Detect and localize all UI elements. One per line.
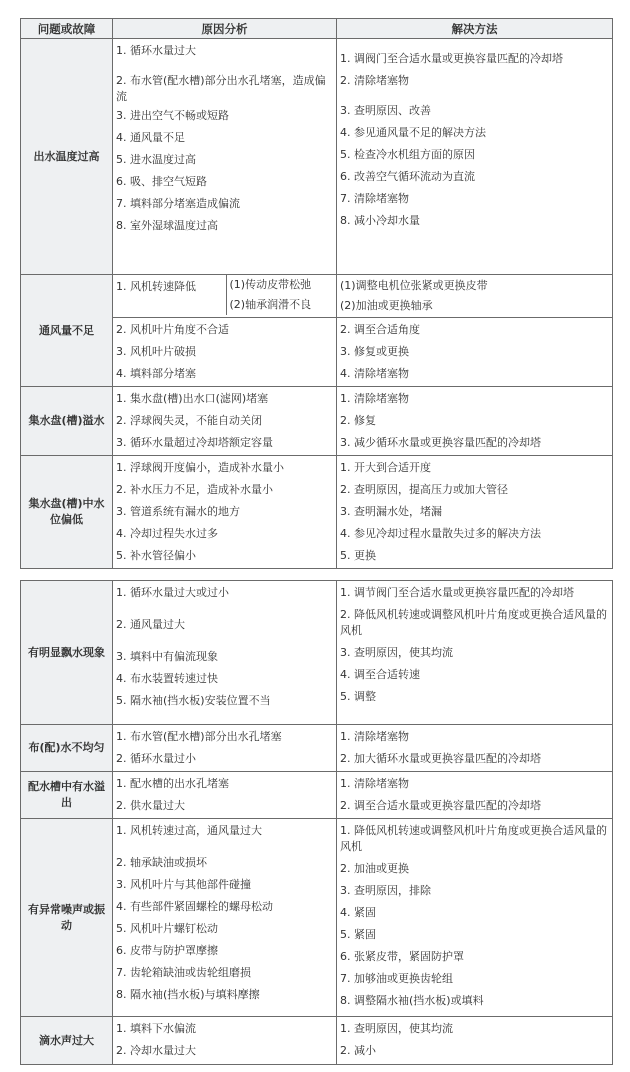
cause-item: 1. 风机转速过高，通风量过大 (116, 824, 262, 837)
cause-item: 2. 布水管(配水槽)部分出水孔堵塞，造成偏流 (116, 74, 326, 103)
table-row (21, 1017, 613, 1065)
cause-item: 5. 补水管径偏小 (116, 549, 196, 562)
cause-item: 1. 循环水量过大 (116, 44, 196, 57)
solution-cell (337, 1017, 613, 1065)
issue-cell: 出水温度过高 (21, 39, 113, 275)
solution-item: 3. 查明原因、改善 (340, 104, 431, 117)
solution-cell (337, 581, 613, 725)
table-row (21, 456, 613, 569)
cause-cell (113, 819, 337, 1017)
solution-item: 1. 清除堵塞物 (340, 392, 409, 405)
solution-item: 5. 紧固 (340, 928, 376, 941)
cause-item: 8. 室外湿球温度过高 (116, 219, 218, 232)
cause-item: 5. 风机叶片螺钉松动 (116, 922, 218, 935)
issue-cell: 布(配)水不均匀 (21, 725, 113, 772)
cause-cell (113, 275, 337, 318)
table-row (21, 275, 613, 318)
cause-item: 7. 填料部分堵塞造成偏流 (116, 197, 240, 210)
solution-cell (337, 275, 613, 318)
cause-item: 3. 管道系统有漏水的地方 (116, 505, 240, 518)
solution-item: 5. 调整 (340, 690, 376, 703)
fan-speed-cause (113, 275, 227, 315)
solution-item: 3. 减少循环水量或更换容量匹配的冷却塔 (340, 436, 541, 449)
cause-item: (2)轴承润滑不良 (229, 298, 312, 311)
cause-item: 1. 循环水量过大或过小 (116, 586, 229, 599)
solution-item: 1. 查明原因，使其均流 (340, 1022, 453, 1035)
troubleshooting-table-2 (20, 580, 613, 1065)
cause-item: (1)传动皮带松弛 (229, 278, 312, 291)
cause-item: 2. 浮球阀失灵，不能自动关闭 (116, 414, 262, 427)
solution-item: 1. 调阀门至合适水量或更换容量匹配的冷却塔 (340, 52, 563, 65)
cause-item: 4. 填料部分堵塞 (116, 367, 196, 380)
issue-cell: 有明显飘水现象 (21, 581, 113, 725)
header-row (21, 19, 613, 39)
cause-item: 6. 皮带与防护罩摩擦 (116, 944, 218, 957)
solution-item: 1. 清除堵塞物 (340, 730, 409, 743)
cause-item: 6. 吸、排空气短路 (116, 175, 207, 188)
solution-item: 2. 调至合适水量或更换容量匹配的冷却塔 (340, 799, 541, 812)
solution-item: 4. 参见通风量不足的解决方法 (340, 126, 486, 139)
solution-item: 3. 查明原因，排除 (340, 884, 431, 897)
header-cause: 原因分析 (113, 19, 337, 39)
solution-item: 7. 清除堵塞物 (340, 192, 409, 205)
solution-item: 4. 紧固 (340, 906, 376, 919)
table-row (21, 819, 613, 1017)
cause-cell (113, 318, 337, 387)
table-row (21, 39, 613, 275)
cause-item: 2. 通风量过大 (116, 618, 185, 631)
cause-item: 8. 隔水袖(挡水板)与填料摩擦 (116, 988, 260, 1001)
solution-cell (337, 387, 613, 456)
cause-cell (113, 725, 337, 772)
issue-cell: 通风量不足 (21, 275, 113, 387)
table-row (21, 581, 613, 725)
cause-item: 1. 填料下水偏流 (116, 1022, 196, 1035)
issue-cell: 集水盘(槽)溢水 (21, 387, 113, 456)
cause-item: 4. 布水装置转速过快 (116, 672, 218, 685)
fan-sub-causes (227, 275, 337, 315)
solution-item: (1)调整电机位张紧或更换皮带 (340, 279, 488, 292)
cause-cell (113, 772, 337, 819)
header-solution: 解决方法 (337, 19, 613, 39)
cause-item: 3. 填料中有偏流现象 (116, 650, 218, 663)
cause-cell (113, 456, 337, 569)
cause-item: 4. 通风量不足 (116, 131, 185, 144)
cause-item: 5. 隔水袖(挡水板)安装位置不当 (116, 694, 271, 707)
solution-cell (337, 39, 613, 275)
solution-item: 7. 加够油或更换齿轮组 (340, 972, 453, 985)
issue-cell: 有异常噪声或振动 (21, 819, 113, 1017)
cause-item: 2. 轴承缺油或损坏 (116, 856, 207, 869)
cause-item: 2. 循环水量过小 (116, 752, 196, 765)
cause-item: 1. 风机转速降低 (116, 280, 196, 293)
header-issue: 问题或故障 (21, 19, 113, 39)
cause-item: 2. 冷却水量过大 (116, 1044, 196, 1057)
cause-cell (113, 581, 337, 725)
cause-item: 1. 配水槽的出水孔堵塞 (116, 777, 229, 790)
solution-item: 2. 加油或更换 (340, 862, 409, 875)
cause-item: 5. 进水温度过高 (116, 153, 196, 166)
solution-cell (337, 725, 613, 772)
cause-item: 1. 集水盘(槽)出水口(滤网)堵塞 (116, 392, 269, 405)
solution-item: 5. 更换 (340, 549, 376, 562)
cause-cell (113, 39, 337, 275)
cause-item: 3. 进出空气不畅或短路 (116, 109, 229, 122)
solution-item: 4. 调至合适转速 (340, 668, 420, 681)
cause-item: 7. 齿轮箱缺油或齿轮组磨损 (116, 966, 251, 979)
cause-item: 3. 循环水量超过冷却塔额定容量 (116, 436, 273, 449)
cause-item: 4. 冷却过程失水过多 (116, 527, 218, 540)
solution-item: 4. 清除堵塞物 (340, 367, 409, 380)
solution-item: (2)加油或更换轴承 (340, 299, 433, 312)
table-row (21, 772, 613, 819)
solution-item: 1. 清除堵塞物 (340, 777, 409, 790)
solution-item: 8. 调整隔水袖(挡水板)或填料 (340, 994, 484, 1007)
solution-item: 2. 降低风机转速或调整风机叶片角度或更换合适风量的风机 (340, 608, 607, 637)
solution-cell (337, 819, 613, 1017)
cause-item: 1. 布水管(配水槽)部分出水孔堵塞 (116, 730, 282, 743)
issue-cell: 配水槽中有水溢出 (21, 772, 113, 819)
solution-item: 6. 改善空气循环流动为直流 (340, 170, 475, 183)
solution-item: 2. 调至合适角度 (340, 323, 420, 336)
cause-item: 2. 风机叶片角度不合适 (116, 323, 229, 336)
solution-item: 1. 调节阀门至合适水量或更换容量匹配的冷却塔 (340, 586, 574, 599)
table-row (21, 725, 613, 772)
solution-item: 3. 查明漏水处，堵漏 (340, 505, 442, 518)
solution-cell (337, 456, 613, 569)
cause-cell (113, 1017, 337, 1065)
solution-item: 5. 检查冷水机组方面的原因 (340, 148, 475, 161)
cause-item: 4. 有些部件紧固螺栓的螺母松动 (116, 900, 273, 913)
cause-item: 3. 风机叶片与其他部件碰撞 (116, 878, 251, 891)
solution-item: 2. 查明原因，提高压力或加大管径 (340, 483, 508, 496)
solution-item: 8. 减小冷却水量 (340, 214, 420, 227)
solution-item: 2. 加大循环水量或更换容量匹配的冷却塔 (340, 752, 541, 765)
cause-item: 2. 供水量过大 (116, 799, 185, 812)
solution-cell (337, 318, 613, 387)
solution-item: 2. 减小 (340, 1044, 376, 1057)
solution-cell (337, 772, 613, 819)
issue-cell: 滴水声过大 (21, 1017, 113, 1065)
solution-item: 3. 修复或更换 (340, 345, 409, 358)
solution-item: 1. 开大到合适开度 (340, 461, 431, 474)
cause-cell (113, 387, 337, 456)
cause-item: 1. 浮球阀开度偏小，造成补水量小 (116, 461, 284, 474)
cause-item: 2. 补水压力不足，造成补水量小 (116, 483, 273, 496)
solution-item: 2. 修复 (340, 414, 376, 427)
troubleshooting-table-1 (20, 18, 613, 569)
solution-item: 6. 张紧皮带，紧固防护罩 (340, 950, 464, 963)
issue-cell: 集水盘(槽)中水位偏低 (21, 456, 113, 569)
solution-item: 4. 参见冷却过程水量散失过多的解决方法 (340, 527, 541, 540)
solution-item: 1. 降低风机转速或调整风机叶片角度或更换合适风量的风机 (340, 824, 607, 853)
solution-item: 2. 清除堵塞物 (340, 74, 409, 87)
solution-item: 3. 查明原因，使其均流 (340, 646, 453, 659)
table-row (21, 387, 613, 456)
cause-item: 3. 风机叶片破损 (116, 345, 196, 358)
